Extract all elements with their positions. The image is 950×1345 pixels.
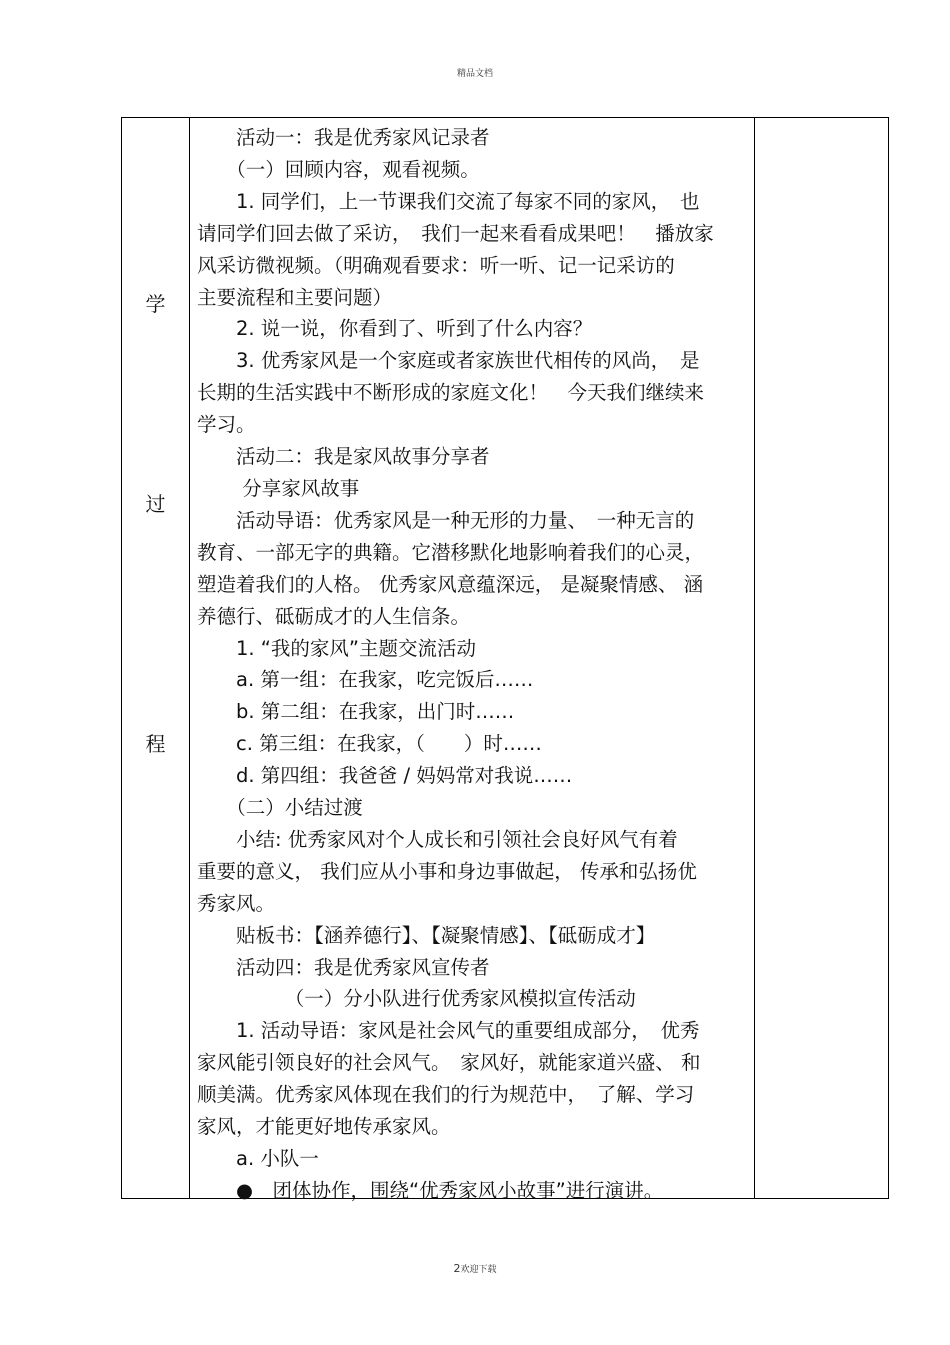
content-line: 主要流程和主要问题） (197, 285, 393, 309)
content-line: 秀家风。 (197, 891, 276, 915)
content-line: 顺美满。优秀家风体现在我们的行为规范中， 了解、学习 (197, 1083, 695, 1107)
column-divider-left (189, 118, 190, 1198)
lesson-content (197, 122, 747, 1207)
content-line: 风采访微视频。（明确观看要求：听一听、记一记采访的 (197, 253, 675, 277)
content-line: 3. 优秀家风是一个家庭或者家族世代相传的风尚， 是 (197, 349, 700, 373)
content-line: 小结: 优秀家风对个人成长和引领社会良好风气有着 (197, 827, 678, 851)
content-line: 分享家风故事 (197, 476, 360, 500)
content-line: 2. 说一说，你看到了、听到了什么内容？ (197, 317, 593, 341)
content-line: 1. “我的家风”主题交流活动 (197, 636, 477, 660)
notes-column (755, 118, 888, 1198)
content-line: 活动二：我是家风故事分享者 (197, 445, 490, 469)
content-line: 请同学们回去做了采访， 我们一起来看看成果吧！ 播放家 (197, 221, 714, 245)
content-line: 活动一：我是优秀家风记录者 (197, 126, 490, 149)
label-char-cheng: 程 (145, 732, 166, 756)
content-line: c. 第三组：在我家，（ ）时…… (197, 732, 542, 756)
label-char-guo: 过 (145, 492, 166, 516)
content-line: 贴板书：【涵养德行】、【凝聚情感】、【砥砺成才】 (197, 923, 656, 947)
page-footer (0, 1262, 950, 1275)
content-line: 1. 同学们，上一节课我们交流了每家不同的家风， 也 (197, 189, 700, 213)
content-line: 养德行、砥砺成才的人生信条。 (197, 604, 471, 628)
content-line: 1. 活动导语：家风是社会风气的重要组成部分， 优秀 (197, 1019, 700, 1043)
content-line: 活动四：我是优秀家风宣传者 (197, 955, 490, 979)
lesson-table (121, 117, 889, 1202)
content-line: b. 第二组：在我家，出门时…… (197, 700, 515, 724)
content-line: 教育、一部无字的典籍。它潜移默化地影响着我们的心灵， (197, 540, 705, 564)
content-line: 家风能引领良好的社会风气。 家风好，就能家道兴盛、 和 (197, 1051, 701, 1075)
content-line: （一）分小队进行优秀家风模拟宣传活动 (197, 987, 636, 1011)
content-line: 长期的生活实践中不断形成的家庭文化！ 今天我们继续来 (197, 381, 705, 405)
content-line: 重要的意义， 我们应从小事和身边事做起， 传承和弘扬优 (197, 859, 697, 883)
header-watermark: 精品文档 (456, 69, 493, 79)
content-line: （二）小结过渡 (197, 796, 363, 820)
content-line: 活动导语：优秀家风是一种无形的力量、 一种无言的 (197, 508, 695, 532)
content-line: a. 小队一 (197, 1147, 319, 1170)
content-line: ● 团体协作，围绕“优秀家风小故事”进行演讲。 (197, 1178, 664, 1202)
content-line: 学习。 (197, 413, 256, 437)
content-line: d. 第四组：我爸爸 / 妈妈常对我说…… (197, 764, 573, 788)
content-line: 塑造着我们的人格。 优秀家风意蕴深远， 是凝聚情感、 涵 (197, 572, 704, 596)
content-line: （一）回顾内容，观看视频。 (197, 157, 480, 181)
page-number: 2 (453, 1262, 461, 1275)
label-char-xue: 学 (145, 292, 166, 316)
content-line: 家风，才能更好地传承家风。 (197, 1115, 451, 1139)
content-line: a. 第一组：在我家，吃完饭后…… (197, 668, 534, 692)
footer-text: 欢迎下载 (460, 1265, 497, 1275)
